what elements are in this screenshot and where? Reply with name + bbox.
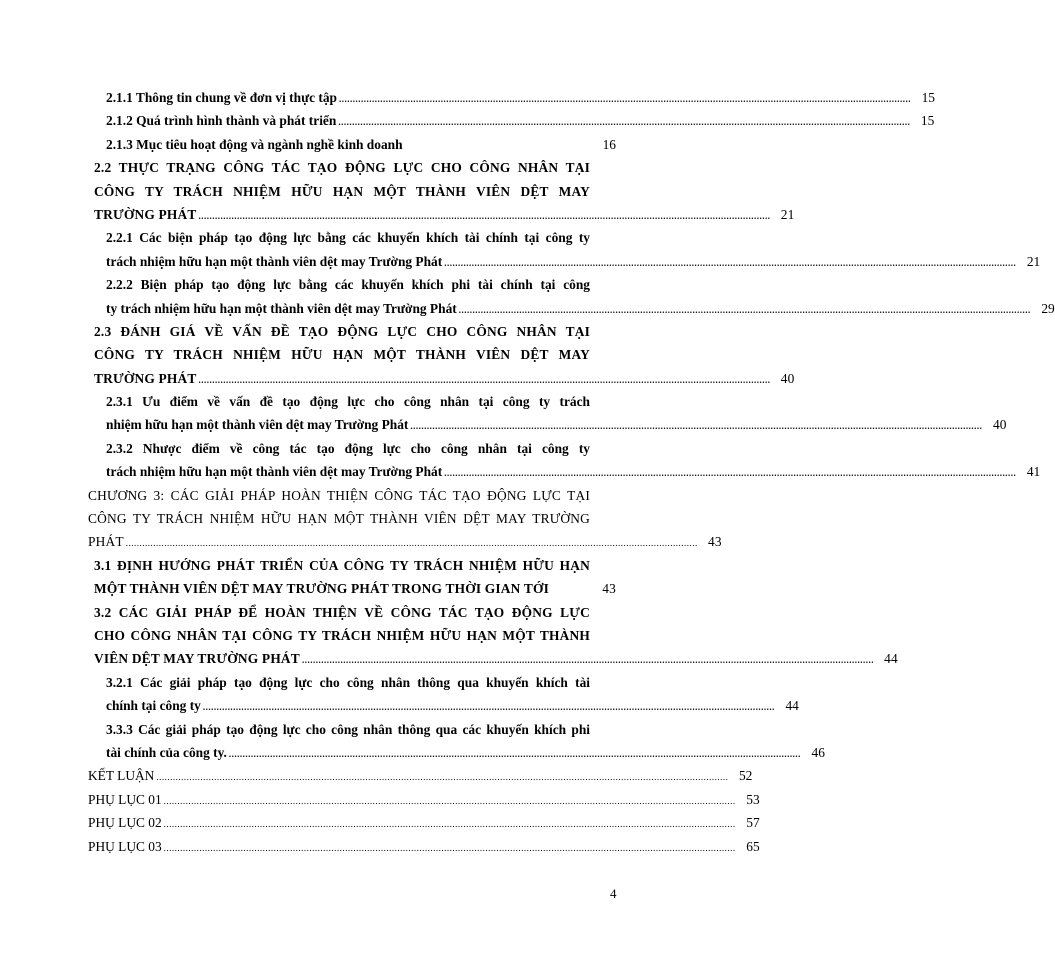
toc-entry[interactable] (88, 788, 760, 811)
toc-leader-dots (339, 88, 911, 111)
toc-entry-page: 46 (811, 744, 825, 760)
toc-entry[interactable] (88, 273, 1055, 320)
toc-leader-dots (229, 743, 801, 766)
toc-leader-dots (203, 696, 775, 719)
toc-entry[interactable] (88, 484, 722, 554)
toc-entry[interactable] (88, 835, 760, 858)
toc-entry[interactable] (88, 718, 825, 765)
toc-leader-dots (164, 813, 736, 836)
toc-entry-title: 2.3 ĐÁNH GIÁ VỀ VẤN ĐỀ TẠO ĐỘNG LỰC CHO CÔNG NHÂN TẠI (94, 323, 590, 339)
toc-leader-dots (459, 299, 1031, 322)
toc-entry-page: 40 (780, 370, 795, 386)
toc-entry-page: 65 (746, 838, 760, 854)
toc-entry-title: CHƯƠNG 3: CÁC GIẢI PHÁP HOÀN THIỆN CÔNG TÁC TẠO ĐỘNG LỰC TẠI (88, 487, 590, 503)
toc-entry-title-cont: CÔNG TY TRÁCH NHIỆM HỮU HẠN MỘT THÀNH VIÊN DỆT MAY TRƯỜNG (88, 511, 590, 527)
toc-entry-title: PHỤ LỤC 03 (88, 838, 162, 854)
toc-entry-title-cont: MỘT THÀNH VIÊN DỆT MAY TRƯỜNG PHÁT TRONG THỜI GIAN TỚI (94, 581, 550, 597)
toc-entry-title-cont: nhiệm hữu hạn một thành viên dệt may Trường Phát (106, 417, 409, 433)
toc-leader-dots (444, 462, 1016, 485)
toc-entry-title: KẾT LUẬN (88, 768, 155, 784)
toc-entry-title: 3.2.1 Các giải pháp tạo động lực cho công nhân thông qua khuyến khích tài (106, 674, 590, 690)
toc-leader-dots (410, 415, 982, 438)
toc-entry-title-cont: CHO CÔNG NHÂN TẠI CÔNG TY TRÁCH NHIỆM HỮU HẠN MỘT THÀNH (94, 627, 590, 643)
toc-entry-page: 57 (746, 815, 760, 831)
toc-leader-dots (338, 111, 910, 134)
toc-entry-title-cont: tài chính của công ty. (106, 744, 227, 760)
toc-leader-dots (444, 252, 1016, 275)
toc-entry-page: 43 (602, 581, 616, 597)
toc-entry-title: 2.2.1 Các biện pháp tạo động lực bằng các khuyến khích tài chính tại công ty (106, 230, 590, 246)
toc-entry[interactable] (88, 109, 935, 132)
toc-entry[interactable] (88, 811, 760, 834)
toc-entry[interactable] (88, 437, 1041, 484)
toc-entry[interactable] (88, 764, 753, 787)
toc-entry[interactable] (88, 671, 799, 718)
toc-leader-dots (164, 790, 736, 813)
toc-entry-title-cont: trách nhiệm hữu hạn một thành viên dệt may Trường Phát (106, 464, 443, 480)
toc-entry[interactable] (88, 601, 898, 671)
toc-entry-page: 29 (1041, 300, 1055, 316)
toc-entry-page: 15 (921, 90, 935, 105)
toc-leader-dots (199, 205, 771, 228)
toc-entry[interactable] (88, 86, 935, 109)
toc-entry-title-cont: VIÊN DỆT MAY TRƯỜNG PHÁT (94, 651, 300, 667)
toc-entry-title: 2.1.1 Thông tin chung về đơn vị thực tập (106, 90, 337, 105)
toc-entry-title-cont: PHÁT (88, 534, 124, 550)
toc-entry-title: 3.2 CÁC GIẢI PHÁP ĐỂ HOÀN THIỆN VỀ CÔNG TÁC TẠO ĐỘNG LỰC (94, 604, 590, 620)
toc-entry-title-cont: CÔNG TY TRÁCH NHIỆM HỮU HẠN MỘT THÀNH VIÊN DỆT MAY (94, 347, 590, 363)
toc-leader-dots (156, 766, 728, 789)
toc-entry[interactable] (88, 554, 616, 601)
toc-entry-page: 21 (1026, 253, 1041, 269)
toc-entry[interactable] (88, 156, 795, 226)
toc-entry-title: 2.2 THỰC TRẠNG CÔNG TÁC TẠO ĐỘNG LỰC CHO CÔNG NHÂN TẠI (94, 160, 590, 176)
toc-entry-page: 53 (746, 791, 760, 807)
toc-entry-page: 40 (993, 417, 1007, 433)
toc-entry-page: 52 (738, 768, 753, 784)
toc-entry-title-cont: ty trách nhiệm hữu hạn một thành viên dệt may Trường Phát (106, 300, 457, 316)
toc-entry-title: 2.3.2 Nhược điểm về công tác tạo động lực cho công nhân tại công ty (106, 440, 590, 456)
toc-entry-page: 44 (884, 651, 898, 667)
toc-leader-dots (302, 649, 874, 672)
toc-entry[interactable] (88, 226, 1041, 273)
toc-entry-title: 3.1 ĐỊNH HƯỚNG PHÁT TRIỂN CỦA CÔNG TY TRÁCH NHIỆM HỮU HẠN (94, 557, 590, 573)
toc-entry[interactable] (88, 133, 616, 156)
toc-entry-title-cont: TRƯỜNG PHÁT (94, 206, 197, 222)
toc-entry-title-cont: TRƯỜNG PHÁT (94, 370, 197, 386)
toc-entry-title: 2.3.1 Ưu điểm về vấn đề tạo động lực cho công nhân tại công ty trách (106, 394, 590, 410)
toc-entry-page: 15 (920, 113, 935, 129)
toc-entry-title: PHỤ LỤC 02 (88, 815, 162, 831)
toc-leader-dots (199, 369, 771, 392)
table-of-contents (88, 86, 1055, 858)
toc-entry-title-cont: chính tại công ty (106, 698, 201, 714)
toc-leader-dots (164, 837, 736, 860)
toc-entry-title-cont: CÔNG TY TRÁCH NHIỆM HỮU HẠN MỘT THÀNH VIÊN DỆT MAY (94, 183, 590, 199)
toc-entry-title: PHỤ LỤC 01 (88, 791, 162, 807)
toc-entry-title: 2.1.3 Mục tiêu hoạt động và ngành nghề kinh doanh (106, 136, 403, 152)
toc-entry-title-cont: trách nhiệm hữu hạn một thành viên dệt may Trường Phát (106, 253, 443, 269)
toc-entry-page: 21 (780, 206, 795, 222)
toc-leader-dots (126, 532, 698, 555)
toc-entry-page: 44 (785, 698, 799, 714)
toc-entry[interactable] (88, 390, 1007, 437)
toc-entry-page: 43 (707, 534, 722, 550)
toc-entry-page: 16 (602, 136, 616, 152)
toc-entry-title: 3.3.3 Các giải pháp tạo động lực cho công nhân thông qua các khuyến khích phi (106, 721, 590, 737)
toc-entry-title: 2.1.2 Quá trình hình thành và phát triển (106, 113, 337, 129)
toc-entry-page: 41 (1026, 464, 1041, 480)
page-number: 4 (610, 886, 617, 901)
toc-entry[interactable] (88, 320, 795, 390)
toc-entry-title: 2.2.2 Biện pháp tạo động lực bằng các khuyến khích phi tài chính tại công (106, 277, 590, 293)
